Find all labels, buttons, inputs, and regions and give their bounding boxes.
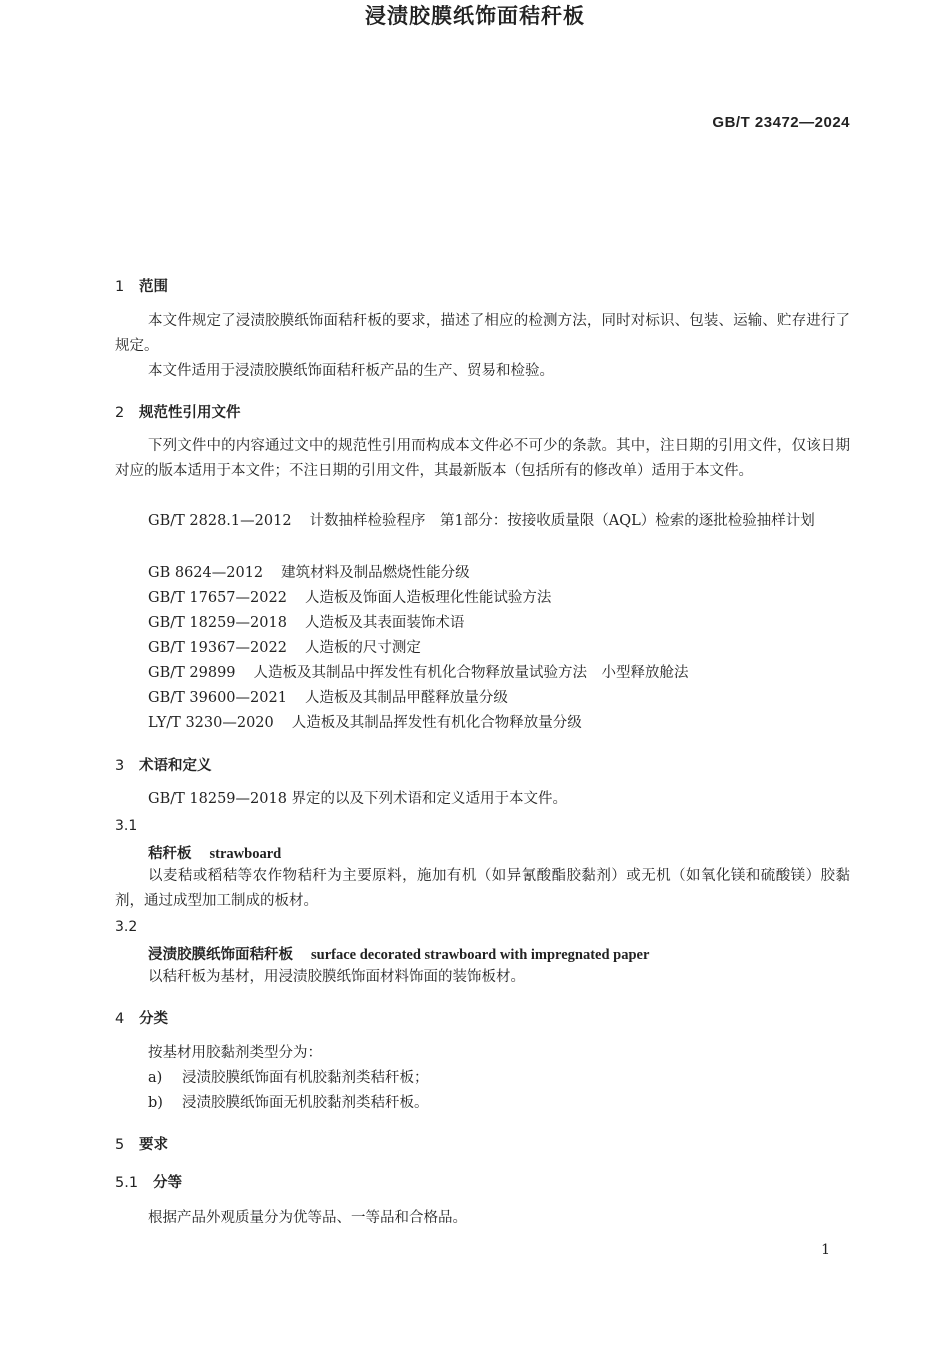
reference-code: GB 8624—2012	[148, 565, 264, 581]
section-number: 2	[115, 405, 125, 421]
reference-code: GB/T 39600—2021	[148, 690, 287, 706]
term-en: strawboard	[209, 846, 282, 862]
reference-code: LY/T 3230—2020	[148, 715, 274, 731]
list-label: a)	[148, 1070, 163, 1086]
term-entry	[148, 842, 281, 863]
section-number: 5	[115, 1137, 125, 1153]
reference-code: GB/T 18259—2018	[148, 615, 287, 631]
section-5-heading	[115, 1133, 168, 1154]
term-entry	[148, 943, 649, 964]
term-en: surface decorated strawboard with impregnated paper	[311, 947, 650, 963]
reference-code: GB/T 17657—2022	[148, 590, 287, 606]
term-zh: 浸渍胶膜纸饰面秸秆板	[148, 947, 293, 963]
paragraph: 按基材用胶黏剂类型分为：	[148, 1045, 322, 1061]
paragraph: 根据产品外观质量分为优等品、一等品和合格品。	[148, 1210, 467, 1226]
section-1-heading	[115, 275, 168, 296]
list-label: b)	[148, 1095, 163, 1111]
term-number: 3.2	[115, 919, 138, 935]
paragraph: 本文件规定了浸渍胶膜纸饰面秸秆板的要求，描述了相应的检测方法，同时对标识、包装、运输、贮存进行了规定。	[115, 313, 850, 354]
section-title: 规范性引用文件	[139, 405, 241, 421]
reference-title: 建筑材料及制品燃烧性能分级	[281, 565, 470, 581]
page-number: 1	[821, 1242, 830, 1258]
section-title: 要求	[139, 1137, 168, 1153]
paragraph: GB/T 18259—2018 界定的以及下列术语和定义适用于本文件。	[148, 791, 568, 807]
subsection-number: 5.1	[115, 1175, 139, 1191]
reference-title: 计数抽样检验程序 第1部分：按接收质量限（AQL）检索的逐批检验抽样计划	[309, 513, 815, 529]
section-title: 范围	[139, 279, 168, 295]
reference-title: 人造板及其制品挥发性有机化合物释放量分级	[291, 715, 582, 731]
reference-item	[148, 561, 470, 586]
term-definition: 以麦秸或稻秸等农作物秸秆为主要原料，施加有机（如异氰酸酯胶黏剂）或无机（如氧化镁和硫酸镁）胶黏剂，通过成型加工制成的板材。	[115, 868, 850, 909]
reference-item	[148, 661, 689, 686]
section-number: 3	[115, 758, 125, 774]
reference-title: 人造板及其制品中挥发性有机化合物释放量试验方法 小型释放舱法	[253, 665, 689, 681]
section-number: 1	[115, 279, 125, 295]
paragraph: 本文件适用于浸渍胶膜纸饰面秸秆板产品的生产、贸易和检验。	[148, 363, 554, 379]
reference-title: 人造板的尺寸测定	[304, 640, 421, 656]
term-definition: 以秸秆板为基材，用浸渍胶膜纸饰面材料饰面的装饰板材。	[148, 969, 525, 985]
reference-title: 人造板及其制品甲醛释放量分级	[304, 690, 508, 706]
reference-code: GB/T 2828.1—2012	[148, 513, 292, 529]
subsection-5-1-heading	[115, 1171, 182, 1192]
section-4-heading	[115, 1007, 168, 1028]
section-number: 4	[115, 1011, 125, 1027]
standard-code: GB/T 23472—2024	[712, 114, 850, 131]
list-item	[148, 1091, 429, 1116]
subsection-title: 分等	[153, 1175, 182, 1191]
section-3-heading	[115, 754, 212, 775]
reference-item	[148, 686, 508, 711]
reference-code: GB/T 29899	[148, 665, 236, 681]
term-number: 3.1	[115, 818, 138, 834]
term-zh: 秸秆板	[148, 846, 192, 862]
document-title: 浸渍胶膜纸饰面秸秆板	[365, 4, 585, 28]
section-title: 术语和定义	[139, 758, 212, 774]
section-title: 分类	[139, 1011, 168, 1027]
reference-item	[115, 509, 850, 534]
paragraph: 下列文件中的内容通过文中的规范性引用而构成本文件必不可少的条款。其中，注日期的引用文件，仅该日期对应的版本适用于本文件；不注日期的引用文件，其最新版本（包括所有的修改单）适用于本文件。	[115, 438, 850, 479]
reference-title: 人造板及其表面装饰术语	[304, 615, 465, 631]
reference-item	[148, 586, 551, 611]
reference-item	[148, 711, 582, 736]
section-2-heading	[115, 401, 241, 422]
reference-code: GB/T 19367—2022	[148, 640, 287, 656]
list-text: 浸渍胶膜纸饰面有机胶黏剂类秸秆板；	[182, 1070, 429, 1086]
reference-item	[148, 636, 421, 661]
list-text: 浸渍胶膜纸饰面无机胶黏剂类秸秆板。	[182, 1095, 429, 1111]
reference-item	[148, 611, 464, 636]
list-item	[148, 1066, 429, 1091]
reference-title: 人造板及饰面人造板理化性能试验方法	[304, 590, 552, 606]
